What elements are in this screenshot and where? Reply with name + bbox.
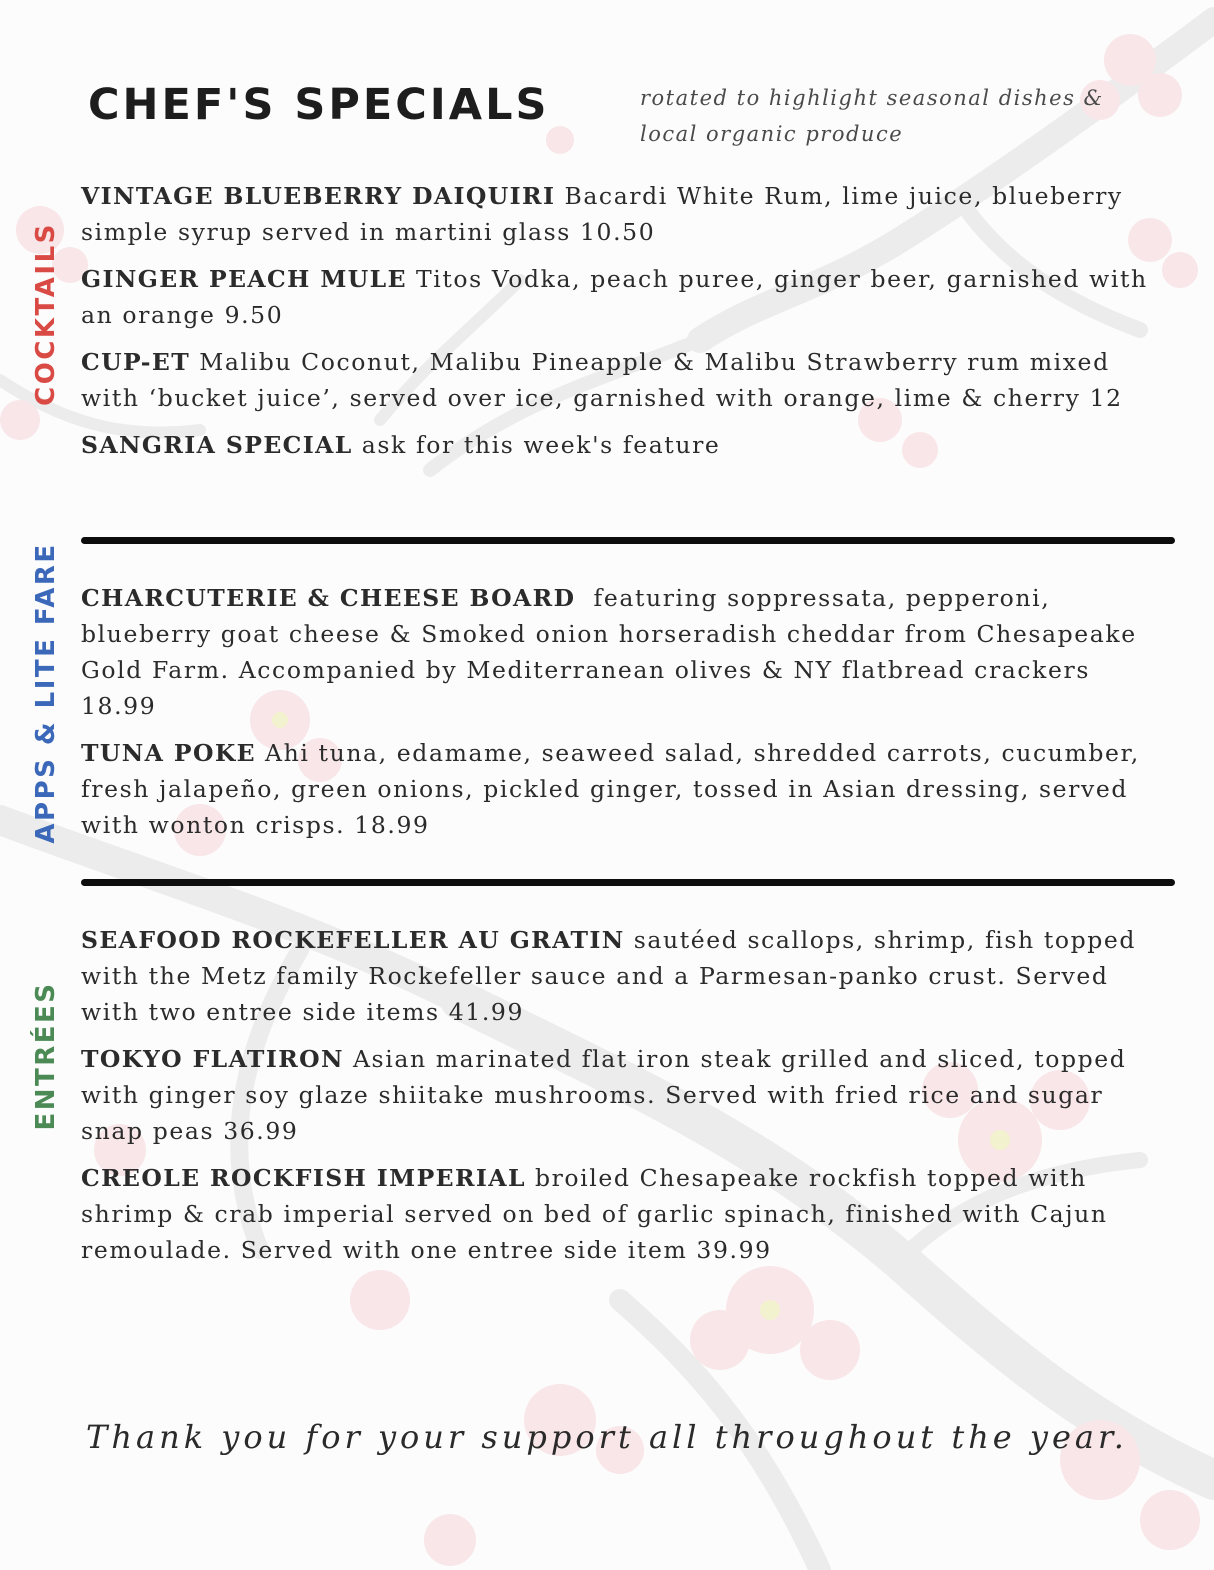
apps-section xyxy=(81,580,1171,854)
menu-item xyxy=(81,344,1171,416)
section-label-text: COCKTAILS xyxy=(31,222,61,406)
cocktails-section xyxy=(81,178,1171,474)
item-description: ask for this week's feature xyxy=(361,431,721,459)
tagline: rotated to highlight seasonal dishes & local organic produce xyxy=(640,86,1104,146)
menu-item xyxy=(81,261,1171,333)
menu-item xyxy=(81,580,1171,724)
menu-item xyxy=(81,735,1171,843)
item-description: Titos Vodka, peach puree, ginger beer, garnished with an orange 9.50 xyxy=(81,265,1148,329)
item-name: CUP-ET xyxy=(81,348,191,376)
menu-item xyxy=(81,1160,1171,1268)
menu-item xyxy=(81,1041,1171,1149)
item-name: TUNA POKE xyxy=(81,739,256,767)
item-description: Bacardi White Rum, lime juice, blueberry simple syrup served in martini glass 10.50 xyxy=(81,182,1123,246)
item-name: SEAFOOD ROCKEFELLER AU GRATIN xyxy=(81,926,625,954)
item-name: CREOLE ROCKFISH IMPERIAL xyxy=(81,1164,526,1192)
section-divider xyxy=(81,879,1175,886)
section-divider xyxy=(81,537,1175,544)
item-description: featuring soppressata, pepperoni, blueberry goat cheese & Smoked onion horseradish cheddar from Chesapeake Gold Farm. Accompanied by Mediterranean olives & NY flatbread crackers 18.99 xyxy=(81,584,1137,720)
item-name: CHARCUTERIE & CHEESE BOARD xyxy=(81,584,576,612)
item-description: Asian marinated flat iron steak grilled and sliced, topped with ginger soy glaze shiitake mushrooms. Served with fried rice and sugar snap peas 36.99 xyxy=(81,1045,1127,1145)
item-name: SANGRIA SPECIAL xyxy=(81,431,353,459)
page-title: CHEF'S SPECIALS xyxy=(88,80,550,130)
thank-you-note: Thank you for your support all throughout the year. xyxy=(86,1418,1128,1456)
entrees-section xyxy=(81,922,1171,1279)
item-description: sautéed scallops, shrimp, fish topped with the Metz family Rockefeller sauce and a Parmesan-panko crust. Served with two entree side items 41.99 xyxy=(81,926,1137,1026)
item-name: TOKYO FLATIRON xyxy=(81,1045,344,1073)
item-description: Ahi tuna, edamame, seaweed salad, shredded carrots, cucumber, fresh jalapeño, green onions, pickled ginger, tossed in Asian dressing, served with wonton crisps. 18.99 xyxy=(81,739,1140,839)
menu-item xyxy=(81,922,1171,1030)
item-description: broiled Chesapeake rockfish topped with shrimp & crab imperial served on bed of garlic spinach, finished with Cajun remoulade. Served with one entree side item 39.99 xyxy=(81,1164,1108,1264)
item-name: VINTAGE BLUEBERRY DAIQUIRI xyxy=(81,182,556,210)
section-label-text: ENTRÉES xyxy=(31,981,61,1131)
menu-item xyxy=(81,178,1171,250)
menu-item xyxy=(81,427,1171,463)
item-name: GINGER PEACH MULE xyxy=(81,265,407,293)
section-label-text: APPS & LITE FARE xyxy=(31,542,61,844)
item-description: Malibu Coconut, Malibu Pineapple & Malibu Strawberry rum mixed with ‘bucket juice’, served over ice, garnished with orange, lime & cherry 12 xyxy=(81,348,1123,412)
